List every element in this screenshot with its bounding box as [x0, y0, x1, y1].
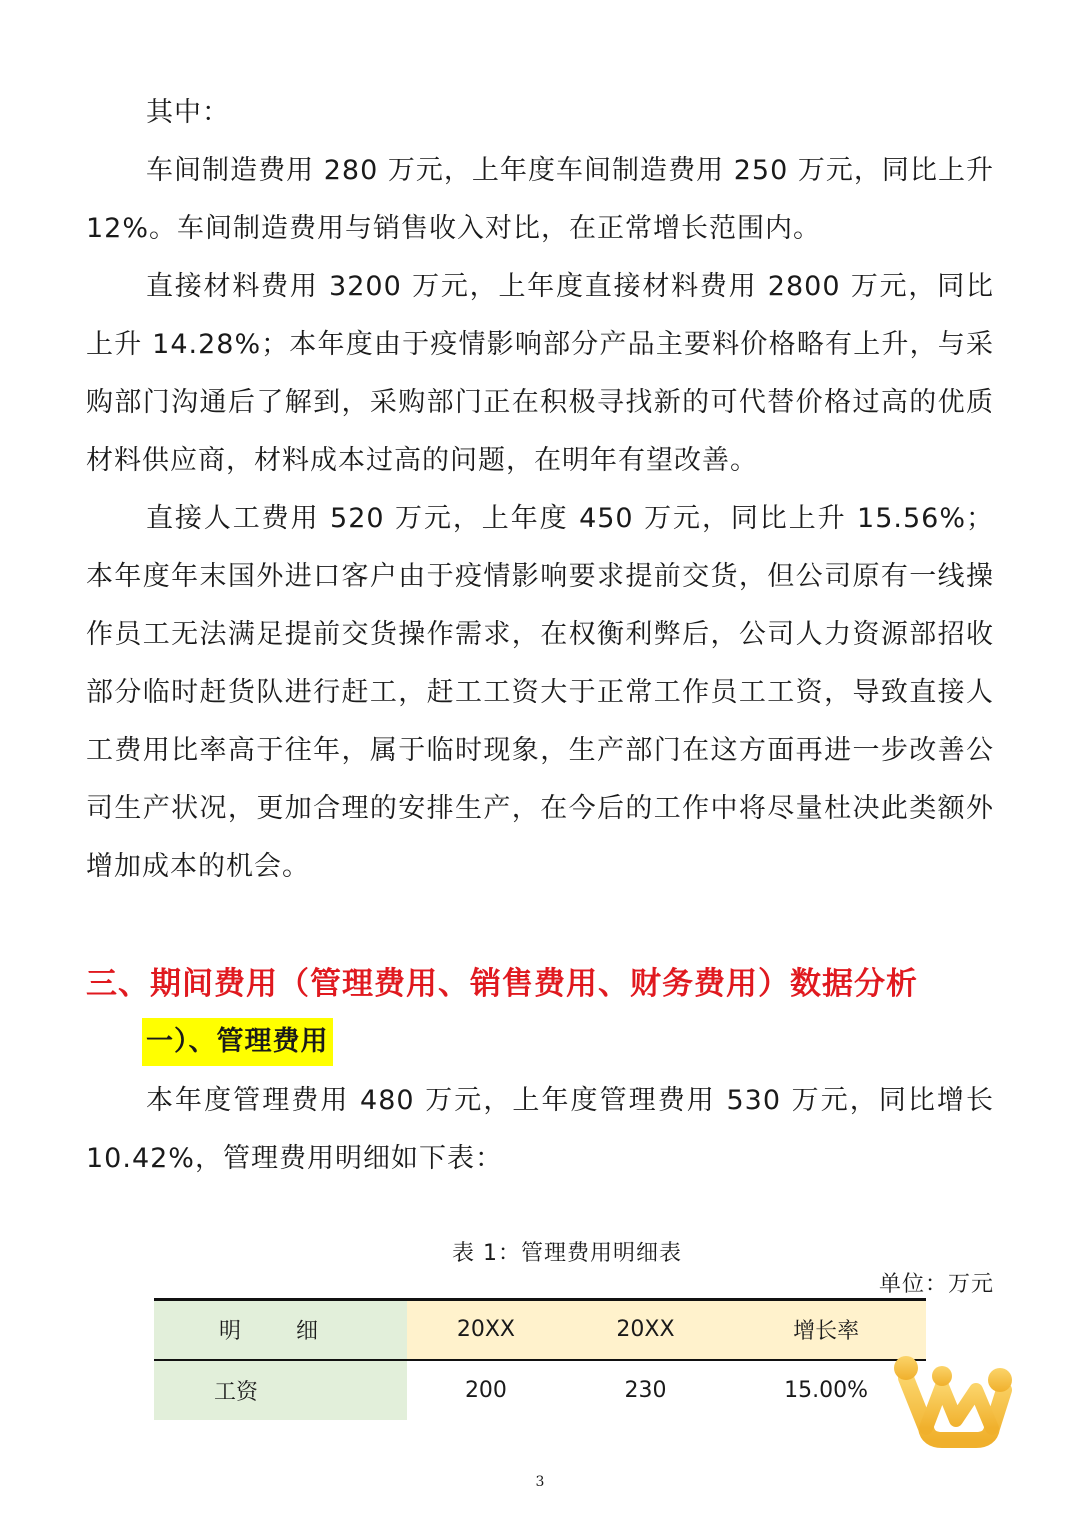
paragraph-material-cost: 直接材料费用 3200 万元，上年度直接材料费用 2800 万元，同比上升 14.28%；本年度由于疫情影响部分产品主要料价格略有上升，与采购部门沟通后了解到，采购部门正在积极寻找新的可代替价格过高的优质材料供应商，材料成本过高的问题，在明年有望改善。 [86, 271, 994, 476]
paragraph-intro: 其中： [146, 97, 230, 128]
admin-fee-table [154, 1298, 926, 1420]
body-text-admin [86, 1072, 994, 1188]
header-growth-rate: 增长率 [726, 1300, 926, 1360]
header-detail: 明 细 [154, 1300, 407, 1360]
table-header-row [154, 1300, 926, 1360]
crown-sticker-icon [892, 1346, 1014, 1458]
sub-heading: 一）、管理费用 [142, 1018, 333, 1066]
paragraph-workshop-cost: 车间制造费用 280 万元，上年度车间制造费用 250 万元，同比上升 12%。车间制造费用与销售收入对比，在正常增长范围内。 [86, 155, 994, 244]
page-number: 3 [535, 1474, 545, 1490]
table-caption: 表 1：管理费用明细表 [452, 1241, 682, 1266]
body-text-top [86, 84, 994, 896]
cell-growth-rate: 15.00% [784, 1377, 869, 1403]
table-row [154, 1360, 926, 1420]
table-unit-label: 单位：万元 [878, 1272, 994, 1297]
header-year-1: 20XX [407, 1300, 565, 1360]
cell-year-2: 230 [624, 1377, 667, 1403]
paragraph-labor-cost: 直接人工费用 520 万元，上年度 450 万元，同比上升 15.56%；本年度年末国外进口客户由于疫情影响要求提前交货，但公司原有一线操作员工无法满足提前交货操作需求，在权衡利弊后，公司人力资源部招收部分临时赶货队进行赶工，赶工工资大于正常工作员工工资，导致直接人工费用比率高于往年，属于临时现象，生产部门在这方面再进一步改善公司生产状况，更加合理的安排生产，在今后的工作中将尽量杜决此类额外增加成本的机会。 [86, 503, 994, 882]
paragraph-admin-cost: 本年度管理费用 480 万元，上年度管理费用 530 万元，同比增长 10.42%，管理费用明细如下表： [86, 1085, 994, 1174]
cell-year-1: 200 [464, 1377, 507, 1403]
header-year-2: 20XX [565, 1300, 726, 1360]
section-heading: 三、期间费用（管理费用、销售费用、财务费用）数据分析 [86, 966, 918, 1002]
cell-detail: 工资 [154, 1360, 407, 1420]
